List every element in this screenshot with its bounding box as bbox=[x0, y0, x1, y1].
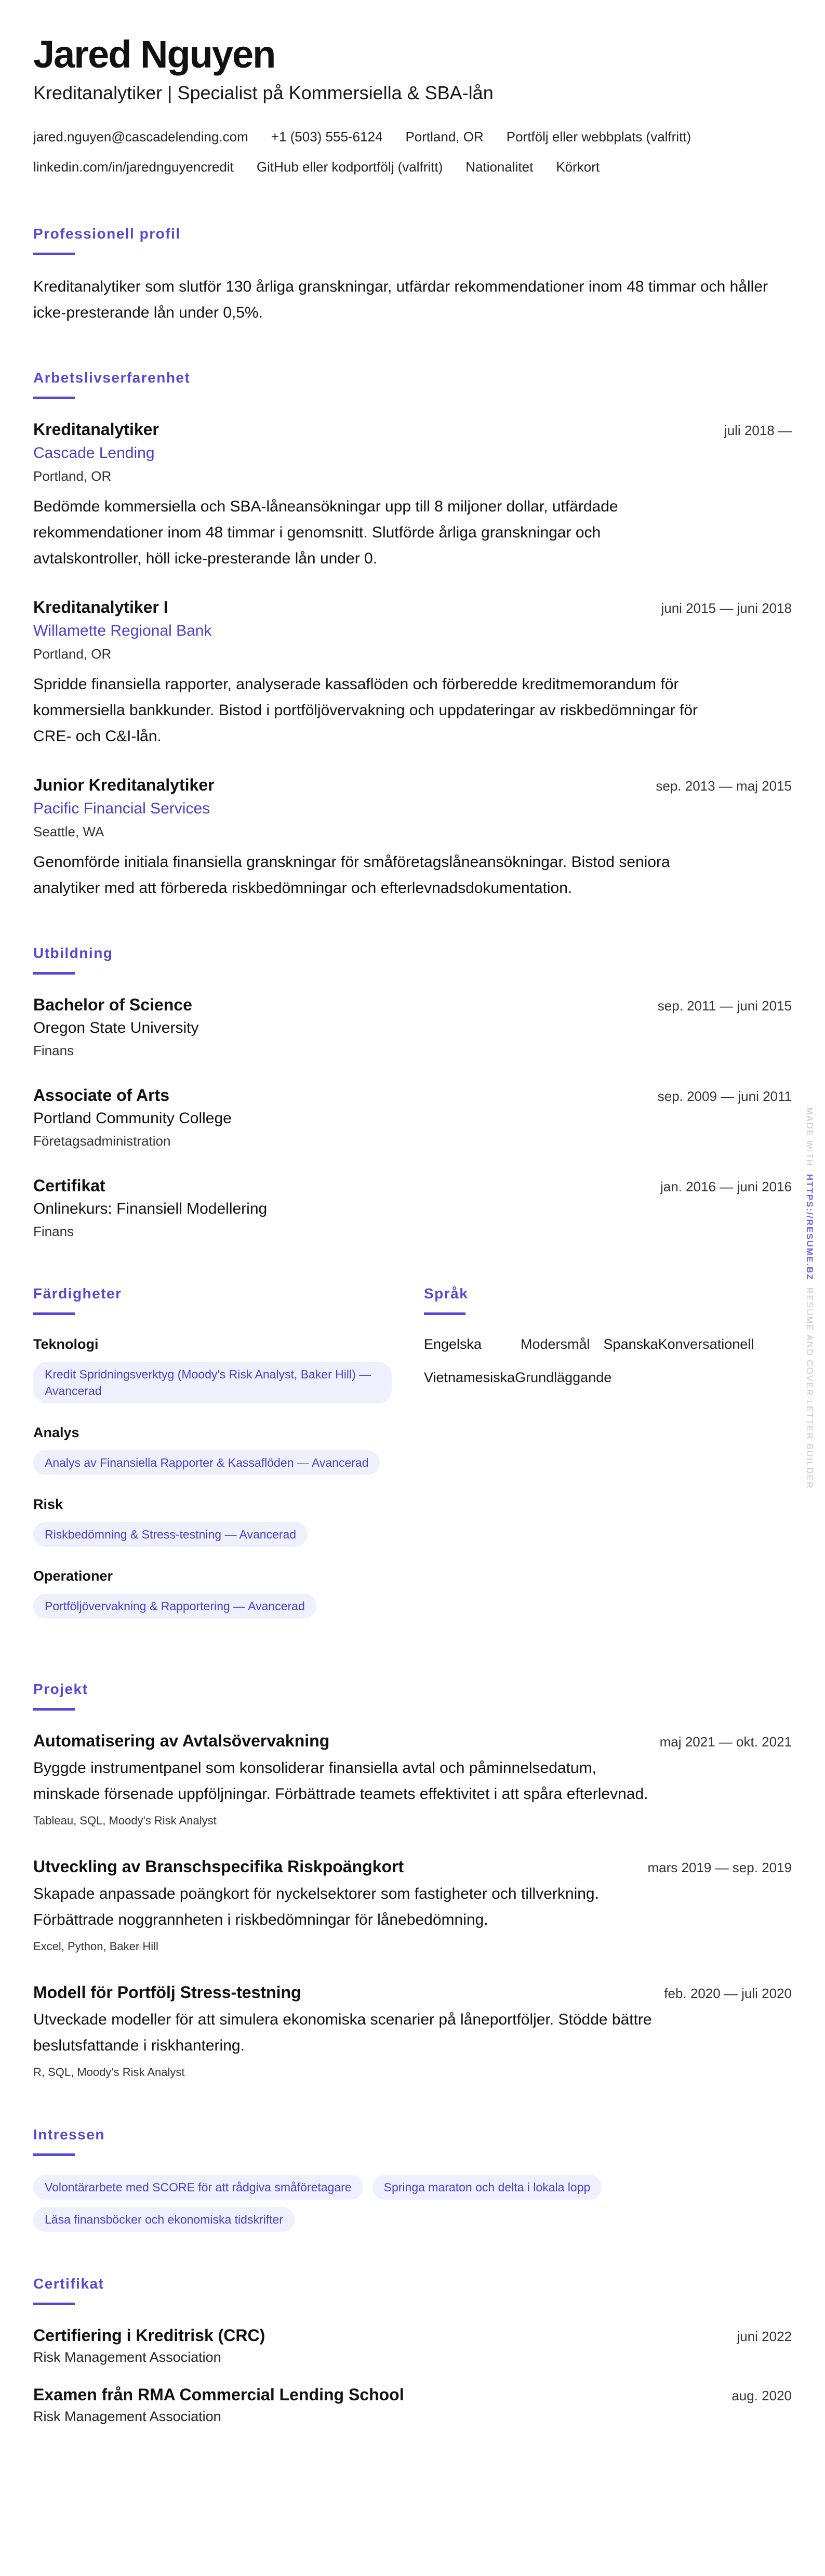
contact-license: Körkort bbox=[556, 159, 600, 175]
project-title: Automatisering av Avtalsövervakning bbox=[33, 1731, 330, 1750]
profile-text: Kreditanalytiker som slutför 130 årliga granskningar, utfärdar rekommendationer inom 48 timmar och håller icke-presterande lån under 0,5%. bbox=[33, 278, 768, 321]
section-heading: Färdigheter bbox=[33, 1285, 122, 1302]
resume-header bbox=[33, 32, 792, 182]
skill-group bbox=[33, 1566, 424, 1637]
certificate-issuer: Risk Management Association bbox=[33, 2349, 221, 2365]
education-dates: sep. 2009 — juni 2011 bbox=[657, 1088, 792, 1104]
entry-header bbox=[33, 418, 792, 441]
skills-section bbox=[33, 1284, 424, 1637]
skill-group bbox=[33, 1422, 424, 1494]
contact-email[interactable]: jared.nguyen@cascadelending.com bbox=[33, 129, 248, 144]
education-dates: jan. 2016 — juni 2016 bbox=[660, 1179, 792, 1194]
section-heading: Certifikat bbox=[33, 2276, 104, 2292]
certificate-entry bbox=[33, 2383, 792, 2427]
degree: Bachelor of Science bbox=[33, 995, 192, 1014]
skill-pill: Riskbedömning & Stress-testning — Avancerad bbox=[33, 1522, 308, 1547]
project-description: Byggde instrumentpanel som konsoliderar finansiella avtal och påminnelsedatum, minskade försenade uppföljningar. Förbättrade teamets effektivitet i att spåra efterlevnad. bbox=[33, 1759, 648, 1803]
education-entry bbox=[33, 993, 792, 1061]
language-level: Konversationell bbox=[658, 1336, 754, 1352]
section-heading: Intressen bbox=[33, 2126, 105, 2143]
language-level: Grundläggande bbox=[515, 1370, 612, 1385]
language-name: Spanska bbox=[603, 1336, 658, 1352]
experience-entry bbox=[33, 773, 792, 901]
education-entry bbox=[33, 1084, 792, 1151]
skill-category: Operationer bbox=[33, 1568, 113, 1584]
entry-header bbox=[33, 1729, 792, 1752]
field-of-study: Finans bbox=[33, 1043, 74, 1058]
education-section bbox=[33, 944, 792, 1242]
job-location: Portland, OR bbox=[33, 468, 112, 484]
candidate-name: Jared Nguyen bbox=[33, 33, 275, 76]
project-entry bbox=[33, 1729, 792, 1831]
skill-pill: Kredit Spridningsverktyg (Moody's Risk Analyst, Baker Hill) — Avancerad bbox=[33, 1362, 392, 1403]
language-item bbox=[424, 1334, 604, 1355]
job-description: Bedömde kommersiella och SBA-låneansökningar upp till 8 miljoner dollar, utfärdade rekommendationer inom 48 timmar i genomsnitt. Slutförde årliga granskningar och avtalskontroller, höll icke-presterande lån under 0. bbox=[33, 498, 618, 567]
certificate-date: aug. 2020 bbox=[731, 2388, 792, 2403]
project-title: Modell för Portfölj Stress-testning bbox=[33, 1983, 301, 2002]
section-divider bbox=[33, 1312, 75, 1315]
education-dates: sep. 2011 — juni 2015 bbox=[657, 998, 792, 1014]
interest-pill: Volontärarbete med SCORE för att rådgiva småföretagare bbox=[33, 2175, 363, 2200]
watermark bbox=[804, 1107, 815, 1489]
section-divider bbox=[33, 1708, 75, 1711]
projects-section bbox=[33, 1680, 792, 2083]
field-of-study: Finans bbox=[33, 1224, 74, 1239]
job-location: Seattle, WA bbox=[33, 824, 104, 839]
entry-header bbox=[33, 1855, 792, 1878]
candidate-subtitle: Kreditanalytiker | Specialist på Kommersiella & SBA-lån bbox=[33, 82, 494, 103]
skill-category: Analys bbox=[33, 1425, 79, 1440]
language-level: Modersmål bbox=[521, 1336, 590, 1352]
field-of-study: Företagsadministration bbox=[33, 1133, 171, 1149]
job-dates: juni 2015 — juni 2018 bbox=[661, 600, 792, 616]
language-item bbox=[604, 1334, 768, 1355]
contact-nationality: Nationalitet bbox=[465, 159, 534, 175]
certificate-issuer: Risk Management Association bbox=[33, 2409, 221, 2424]
section-divider bbox=[33, 972, 75, 975]
entry-header bbox=[33, 993, 792, 1016]
entry-header bbox=[33, 596, 792, 619]
language-item bbox=[424, 1367, 625, 1388]
skill-pill: Analys av Finansiella Rapporter & Kassaflöden — Avancerad bbox=[33, 1450, 380, 1475]
experience-entry bbox=[33, 418, 792, 572]
project-technologies: Excel, Python, Baker Hill bbox=[33, 1940, 158, 1953]
job-dates: juli 2018 — bbox=[724, 423, 792, 438]
section-heading: Arbetslivserfarenhet bbox=[33, 370, 191, 386]
skill-pill-wrap bbox=[33, 1362, 424, 1422]
skill-group bbox=[33, 1334, 424, 1422]
skill-pill: Portföljövervakning & Rapportering — Avancerad bbox=[33, 1594, 316, 1619]
project-title: Utveckling av Branschspecifika Riskpoängkort bbox=[33, 1857, 404, 1876]
section-heading: Projekt bbox=[33, 1681, 88, 1697]
skill-pill-wrap bbox=[33, 1522, 424, 1566]
section-heading: Språk bbox=[424, 1285, 469, 1302]
section-divider bbox=[33, 2153, 75, 2156]
section-heading: Professionell profil bbox=[33, 226, 181, 242]
project-dates: maj 2021 — okt. 2021 bbox=[659, 1734, 792, 1750]
skill-group bbox=[33, 1494, 424, 1566]
section-divider bbox=[424, 1312, 465, 1315]
certificate-title: Certifiering i Kreditrisk (CRC) bbox=[33, 2326, 265, 2345]
interest-pill: Springa maraton och delta i lokala lopp bbox=[372, 2175, 602, 2200]
experience-section bbox=[33, 369, 792, 901]
section-heading: Utbildning bbox=[33, 945, 113, 961]
section-divider bbox=[33, 2303, 75, 2305]
job-description: Spridde finansiella rapporter, analyserade kassaflöden och förberedde kreditmemorandum för kommersiella bankkunder. Bistod i portföljövervakning och uppdateringar av riskbedömningar för CRE- och C&I-lån. bbox=[33, 676, 698, 745]
degree: Certifikat bbox=[33, 1176, 105, 1195]
watermark-link[interactable]: HTTPS://RESUME.BZ bbox=[805, 1174, 815, 1281]
company-name: Pacific Financial Services bbox=[33, 800, 210, 817]
language-name: Engelska bbox=[424, 1336, 482, 1352]
language-name: Vietnamesiska bbox=[424, 1370, 515, 1385]
job-title: Kreditanalytiker bbox=[33, 420, 159, 439]
entry-header bbox=[33, 2383, 792, 2406]
skill-pill-wrap bbox=[33, 1594, 424, 1637]
experience-entry bbox=[33, 596, 792, 750]
contact-location: Portland, OR bbox=[405, 129, 484, 144]
skill-pill-wrap bbox=[33, 1450, 424, 1494]
company-name: Willamette Regional Bank bbox=[33, 622, 212, 639]
job-description: Genomförde initiala finansiella granskningar för småföretagslåneansökningar. Bistod seniora analytiker med att förbereda riskbedömningar och efterlevnadsdokumentation. bbox=[33, 853, 670, 897]
project-description: Utveckade modeller för att simulera ekonomiska scenarier på låneportföljer. Stödde bättre beslutsfattande i riskhantering. bbox=[33, 2011, 652, 2054]
watermark-suffix: RESUME AND COVER LETTER BUILDER bbox=[805, 1287, 815, 1490]
certificate-entry bbox=[33, 2324, 792, 2368]
institution: Oregon State University bbox=[33, 1019, 199, 1036]
certificate-title: Examen från RMA Commercial Lending School bbox=[33, 2385, 404, 2404]
entry-header bbox=[33, 1981, 792, 2004]
project-entry bbox=[33, 1855, 792, 1957]
institution: Portland Community College bbox=[33, 1110, 232, 1127]
project-dates: mars 2019 — sep. 2019 bbox=[647, 1860, 792, 1875]
contact-portfolio[interactable]: Portfölj eller webbplats (valfritt) bbox=[506, 129, 691, 144]
job-title: Junior Kreditanalytiker bbox=[33, 776, 215, 794]
interest-pill: Läsa finansböcker och ekonomiska tidskrifter bbox=[33, 2207, 295, 2232]
entry-header bbox=[33, 2324, 792, 2347]
languages-section bbox=[424, 1284, 792, 1637]
project-technologies: R, SQL, Moody's Risk Analyst bbox=[33, 2066, 185, 2079]
job-title: Kreditanalytiker I bbox=[33, 598, 168, 616]
watermark-prefix: MADE WITH bbox=[805, 1107, 815, 1167]
project-description: Skapade anpassade poängkort för nyckelsektorer som fastigheter och tillverkning. Förbättrade noggrannheten i riskbedömningar för lånebedömning. bbox=[33, 1885, 599, 1928]
degree: Associate of Arts bbox=[33, 1086, 169, 1105]
contact-phone[interactable]: +1 (503) 555-6124 bbox=[271, 129, 383, 144]
skill-category: Risk bbox=[33, 1496, 63, 1512]
contact-linkedin[interactable]: linkedin.com/in/jarednguyencredit bbox=[33, 159, 234, 175]
project-entry bbox=[33, 1981, 792, 2083]
section-divider bbox=[33, 397, 75, 399]
contact-github[interactable]: GitHub eller kodportfölj (valfritt) bbox=[256, 159, 443, 175]
company-name: Cascade Lending bbox=[33, 444, 155, 462]
entry-header bbox=[33, 1174, 792, 1197]
entry-header bbox=[33, 773, 792, 796]
project-dates: feb. 2020 — juli 2020 bbox=[664, 1986, 792, 2001]
project-technologies: Tableau, SQL, Moody's Risk Analyst bbox=[33, 1814, 217, 1827]
skills-languages-row bbox=[33, 1284, 792, 1637]
certificates-section bbox=[33, 2275, 792, 2427]
skill-category: Teknologi bbox=[33, 1336, 99, 1352]
certificate-date: juni 2022 bbox=[737, 2329, 792, 2344]
entry-header bbox=[33, 1084, 792, 1107]
job-location: Portland, OR bbox=[33, 646, 112, 662]
contact-list bbox=[33, 122, 792, 182]
section-divider bbox=[33, 253, 75, 255]
profile-section bbox=[33, 225, 792, 326]
interests-section bbox=[33, 2125, 792, 2232]
institution: Onlinekurs: Finansiell Modellering bbox=[33, 1200, 268, 1217]
job-dates: sep. 2013 — maj 2015 bbox=[656, 778, 792, 794]
education-entry bbox=[33, 1174, 792, 1242]
